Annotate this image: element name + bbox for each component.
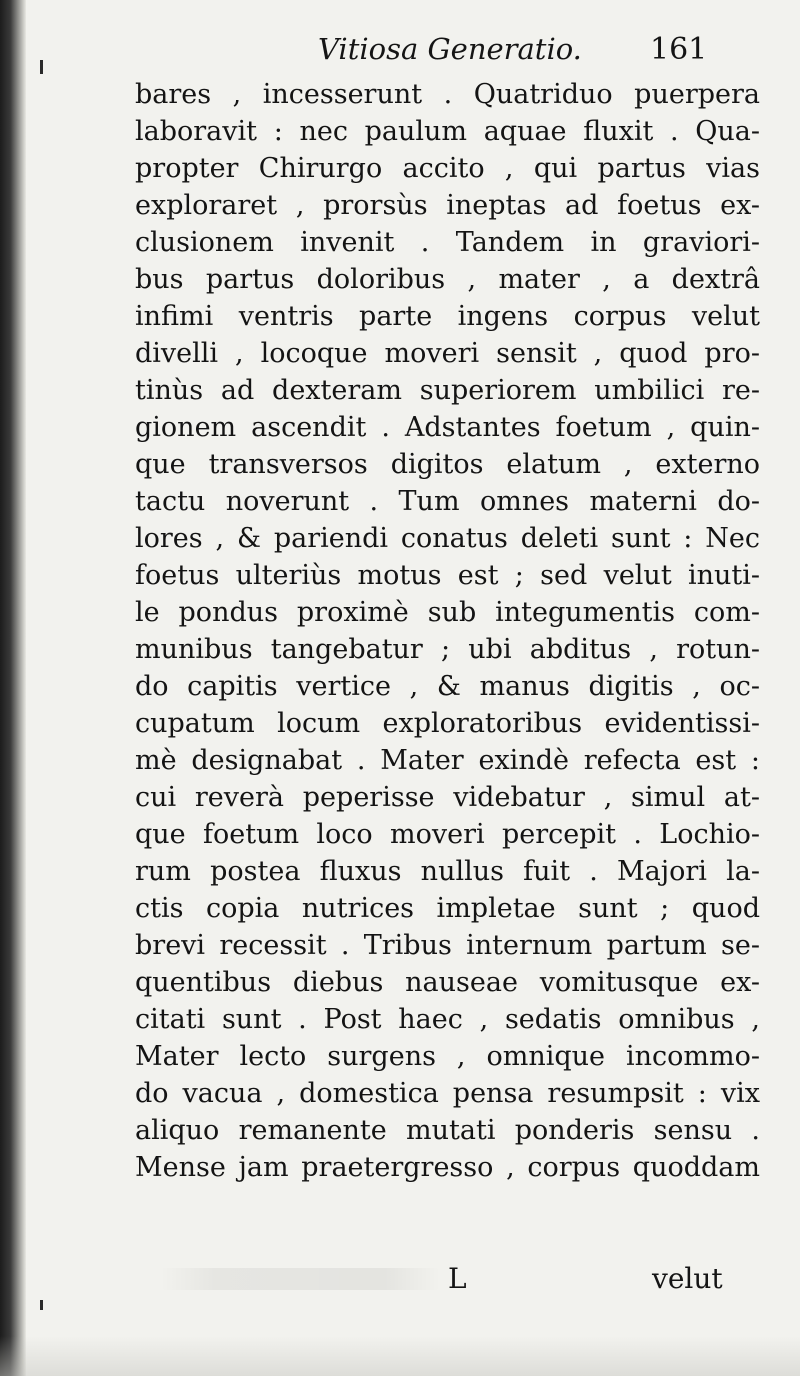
text-line: mè designabat . Mater exindè refecta est : bbox=[135, 745, 760, 776]
text-line: que transversos digitos elatum , externo bbox=[135, 449, 760, 480]
text-line: Mater lecto surgens , omnique incommo- bbox=[135, 1041, 760, 1072]
text-line: aliquo remanente mutati ponderis sensu . bbox=[135, 1115, 760, 1146]
text-line: citati sunt . Post haec , sedatis omnibus , bbox=[135, 1004, 760, 1035]
text-line: divelli , locoque moveri sensit , quod pro- bbox=[135, 338, 760, 369]
text-line: quentibus diebus nauseae vomitusque ex- bbox=[135, 967, 760, 998]
text-line: cupatum locum exploratoribus evidentissi- bbox=[135, 708, 760, 739]
text-line: tinùs ad dexteram superiorem umbilici re- bbox=[135, 375, 760, 406]
text-line: exploraret , prorsùs ineptas ad foetus ex- bbox=[135, 190, 760, 221]
text-line: gionem ascendit . Adstantes foetum , quin- bbox=[135, 412, 760, 443]
text-line: do capitis vertice , & manus digitis , oc- bbox=[135, 671, 760, 702]
catchword: velut bbox=[652, 1262, 723, 1295]
text-line: rum postea fluxus nullus fuit . Majori la- bbox=[135, 856, 760, 887]
body-text bbox=[135, 76, 760, 1256]
text-line: propter Chirurgo accito , qui partus vias bbox=[135, 153, 760, 184]
text-line: clusionem invenit . Tandem in graviori- bbox=[135, 227, 760, 258]
text-line: laboravit : nec paulum aquae fluxit . Qua- bbox=[135, 116, 760, 147]
page-number: 161 bbox=[650, 32, 708, 67]
text-line: bares , incesserunt . Quatriduo puerpera bbox=[135, 79, 760, 110]
text-line: infimi ventris parte ingens corpus velut bbox=[135, 301, 760, 332]
text-line: bus partus doloribus , mater , a dextrâ bbox=[135, 264, 760, 295]
text-line: brevi recessit . Tribus internum partum se- bbox=[135, 930, 760, 961]
text-line: ctis copia nutrices impletae sunt ; quod bbox=[135, 893, 760, 924]
page-header bbox=[0, 28, 800, 78]
text-line: cui reverà peperisse videbatur , simul at- bbox=[135, 782, 760, 813]
text-line: foetus ulteriùs motus est ; sed velut inuti- bbox=[135, 560, 760, 591]
text-line: munibus tangebatur ; ubi abditus , rotun- bbox=[135, 634, 760, 665]
text-line: le pondus proximè sub integumentis com- bbox=[135, 597, 760, 628]
text-line: Mense jam praetergresso , corpus quoddam bbox=[135, 1152, 760, 1183]
text-line: lores , & pariendi conatus deleti sunt : Nec bbox=[135, 523, 760, 554]
page-footer bbox=[0, 1262, 800, 1312]
binding-gutter bbox=[0, 0, 26, 1376]
text-line: tactu noverunt . Tum omnes materni do- bbox=[135, 486, 760, 517]
signature-mark: L bbox=[448, 1262, 467, 1295]
running-head: Vitiosa Generatio. bbox=[318, 32, 582, 66]
text-line: do vacua , domestica pensa resumpsit : vix bbox=[135, 1078, 760, 1109]
page-shadow bbox=[0, 1336, 800, 1376]
text-line: que foetum loco moveri percepit . Lochio- bbox=[135, 819, 760, 850]
